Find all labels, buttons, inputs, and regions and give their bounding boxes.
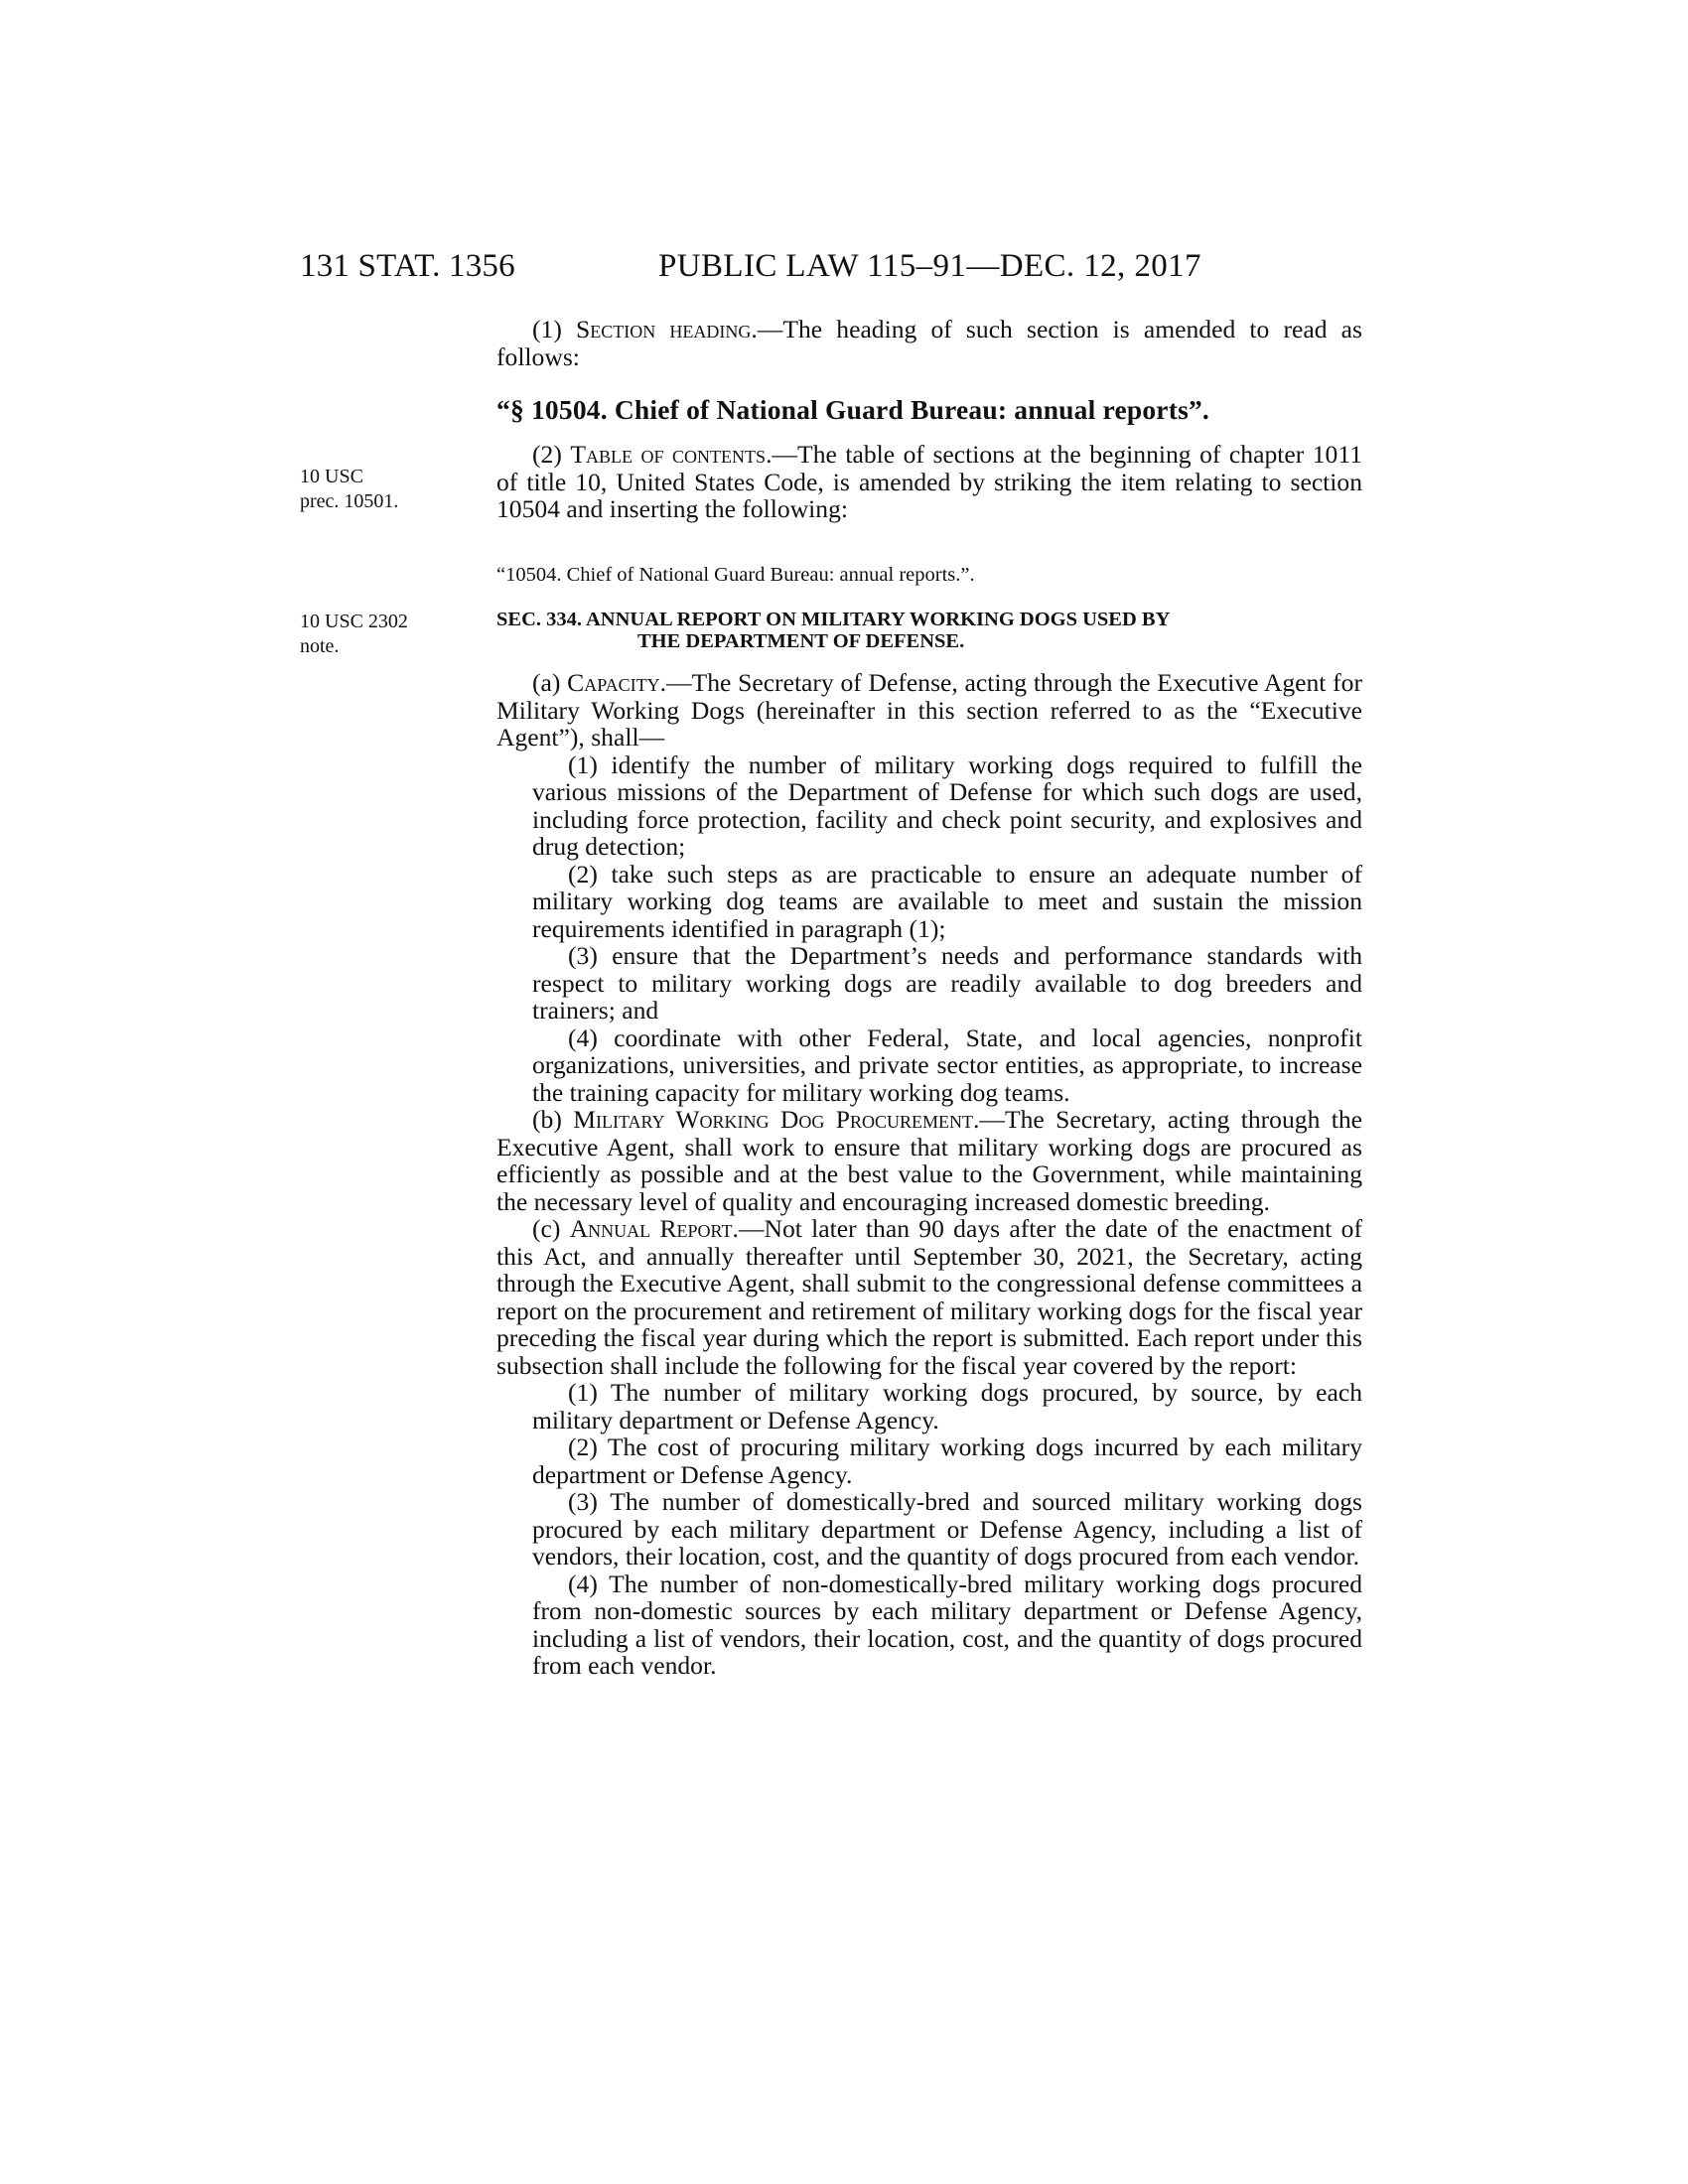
margin-note-usc-prec <box>300 465 398 514</box>
paragraph-text: .—The table of sections at the beginning of chapter 1011 of title 10, United States Code, is amended by striking the item relating to section 10504 and inserting the following: <box>496 440 1362 523</box>
subsection-a-paragraph-3: (3) ensure that the Department’s needs and performance standards with respect to military working dogs are readily available to dog breeders and trainers; and <box>532 941 1362 1024</box>
margin-note-line: prec. 10501. <box>300 490 399 512</box>
section-heading-amendment <box>496 316 1362 370</box>
margin-note-usc-2302 <box>300 610 408 659</box>
public-law-citation: PUBLIC LAW 115–91—DEC. 12, 2017 <box>658 248 1201 284</box>
paragraph-text: .—The heading of such section is amended to read as follows: <box>496 315 1362 371</box>
subsection-a-paragraph-2: (2) take such steps as are practicable to ensure an adequate number of military working dog teams are available to meet and sustain the mission requirements identified in paragraph (1); <box>532 859 1362 943</box>
subsection-a-paragraph-4: (4) coordinate with other Federal, State, and local agencies, nonprofit organizations, universities, and private sector entities, as appropriate, to increase the training capacity for military working dog teams. <box>532 1023 1362 1107</box>
subsection-a <box>496 669 1362 751</box>
paragraph <box>496 316 1362 370</box>
paragraph-number: (1) <box>532 315 576 343</box>
subsection-c-paragraph-2: (2) The cost of procuring military working dogs incurred by each military department or Defense Agency. <box>532 1433 1362 1489</box>
subsection-c <box>496 1215 1362 1379</box>
margin-note-line: note. <box>300 635 340 657</box>
amended-section-heading: “§ 10504. Chief of National Guard Bureau: annual reports”. <box>496 394 1209 425</box>
section-heading-line: THE DEPARTMENT OF DEFENSE. <box>637 630 965 652</box>
subsection-a-paragraph-1: (1) identify the number of military working dogs required to fulfill the various missions of the Department of Defense for which such dogs are used, including force protection, facility and check point security, and explosives and drug detection; <box>532 750 1362 861</box>
section-heading-line: SEC. 334. ANNUAL REPORT ON MILITARY WORKING DOGS USED BY <box>496 609 1171 630</box>
section-334-body <box>496 669 1362 1680</box>
subsection-number: (a) <box>532 668 568 697</box>
table-of-contents-amendment <box>496 441 1362 523</box>
subsection-c-paragraph-3: (3) The number of domestically-bred and sourced military working dogs procured by each military department or Defense Agency, including a list of vendors, their location, cost, and the quantity of dogs procured from each vendor. <box>532 1487 1362 1570</box>
section-334-heading <box>496 609 1362 652</box>
paragraph-caption: Section heading <box>576 315 752 343</box>
subsection-caption: Annual Report <box>569 1214 733 1243</box>
subsection-text: .—Not later than 90 days after the date of the enactment of this Act, and annually thereafter until September 30, 2021, the Secretary, acting through the Executive Agent, shall submit to the congressional defense committees a report on the procurement and retirement of military working dogs for the fiscal year preceding the fiscal year during which the report is submitted. Each report under this subsection shall include the following for the fiscal year covered by the report: <box>496 1214 1363 1380</box>
subsection-caption: Capacity <box>567 668 660 697</box>
subsection-number: (b) <box>532 1105 574 1134</box>
margin-note-line: 10 USC 2302 <box>300 611 408 632</box>
subsection-c-paragraph-1: (1) The number of military working dogs procured, by source, by each military department or Defense Agency. <box>532 1378 1362 1434</box>
running-head <box>0 248 1688 292</box>
subsection-b <box>496 1106 1362 1215</box>
subsection-number: (c) <box>532 1214 570 1243</box>
paragraph-caption: Table of contents <box>570 440 767 469</box>
paragraph-number: (2) <box>532 440 571 469</box>
subsection-text: .—The Secretary, acting through the Executive Agent, shall work to ensure that military working dogs are procured as efficiently as possible and at the best value to the Government, while maintaining the necessary level of quality and encouraging increased domestic breeding. <box>496 1105 1362 1216</box>
subsection-text: .—The Secretary of Defense, acting through the Executive Agent for Military Working Dogs (hereinafter in this section referred to as the “Executive Agent”), shall— <box>496 668 1362 751</box>
subsection-caption: Military Working Dog Procurement <box>573 1105 973 1134</box>
paragraph <box>496 441 1362 523</box>
subsection-c-paragraph-4: (4) The number of non-domestically-bred military working dogs procured from non-domestic sources by each military department or Defense Agency, including a list of vendors, their location, cost, and the quantity of dogs procured from each vendor. <box>532 1569 1362 1680</box>
toc-item: “10504. Chief of National Guard Bureau: annual reports.”. <box>496 564 975 586</box>
margin-note-line: 10 USC <box>300 466 363 487</box>
stat-citation: 131 STAT. 1356 <box>300 248 515 284</box>
